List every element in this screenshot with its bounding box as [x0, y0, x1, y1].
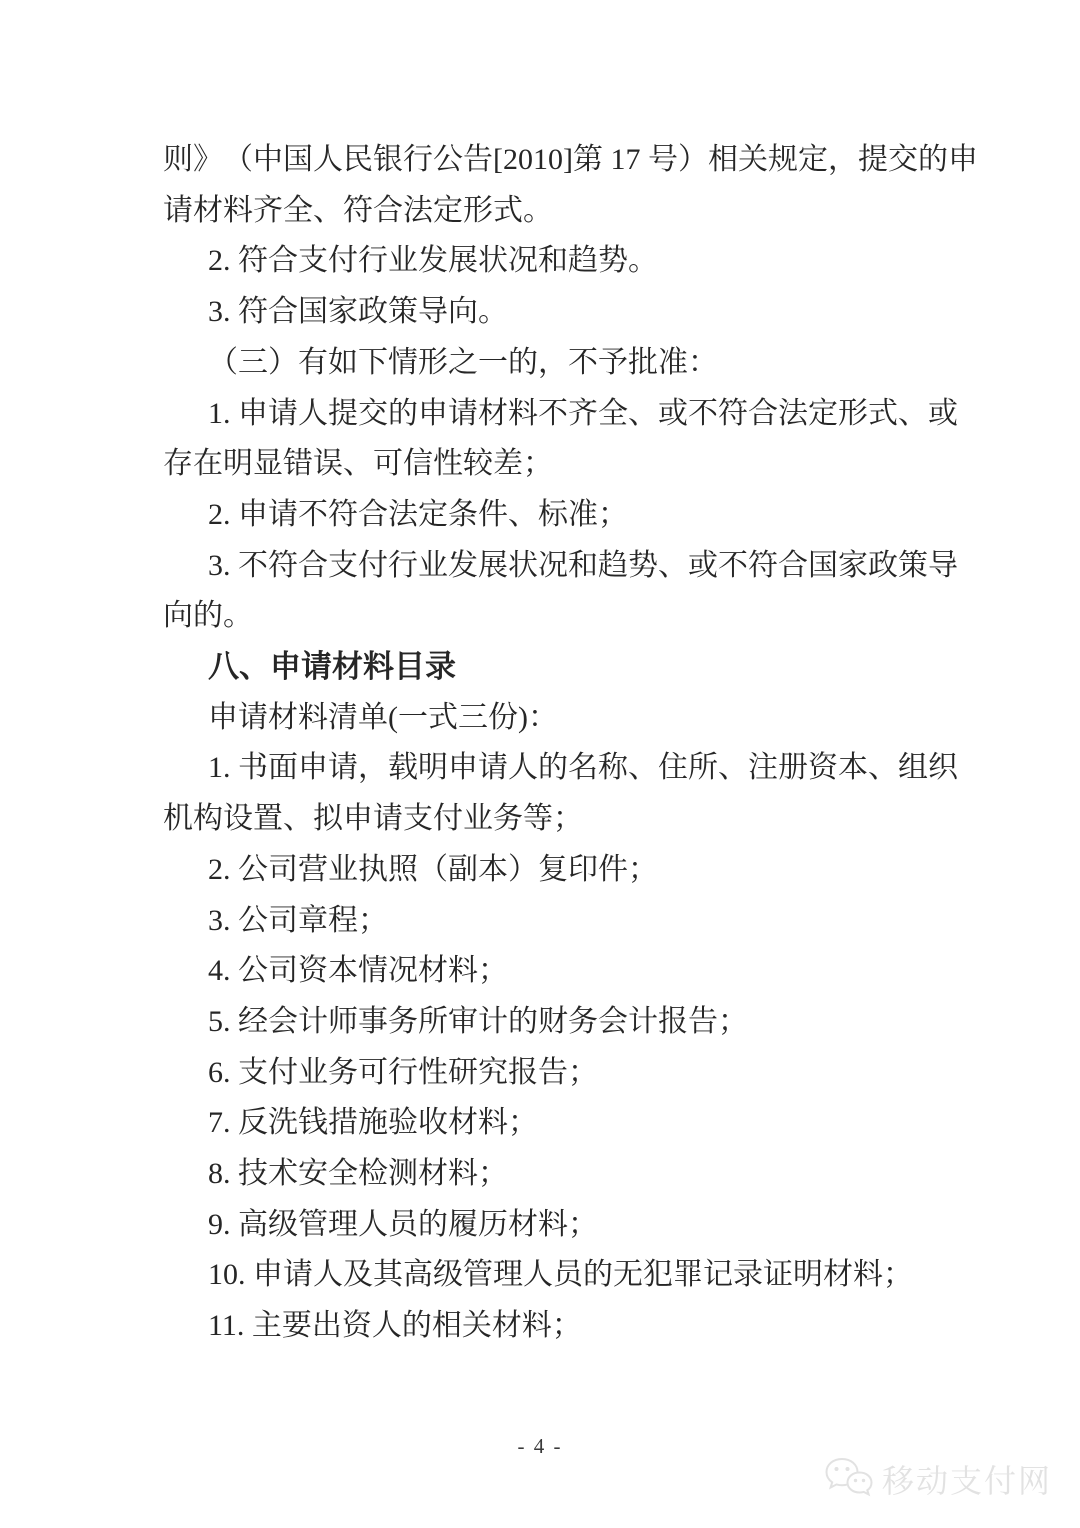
text-line: 2. 符合支付行业发展状况和趋势。 [208, 244, 658, 278]
watermark-label: 移动支付网 [881, 1463, 1052, 1499]
text-line: 1 . 书 面 申 请 ， 载 明 申 请 人 的 名 称 、 住 所 、 注 册 资 本 、 组 织 [163, 743, 905, 794]
paragraph [163, 541, 958, 642]
wechat-icon [823, 1456, 875, 1502]
page-number: - 4 - [517, 1434, 563, 1458]
text-line: 2. 申请不符合法定条件、标准； [208, 497, 628, 531]
paragraph [163, 135, 978, 236]
paragraph [163, 287, 905, 338]
text-line: 8. 技术安全检测材料； [208, 1157, 508, 1191]
text-line: 6. 支付业务可行性研究报告； [208, 1055, 598, 1089]
paragraph [163, 896, 905, 947]
text-line: 7. 反洗钱措施验收材料； [208, 1106, 538, 1140]
text-line: 请材料齐全、符合法定形式。 [163, 193, 553, 227]
paragraph [163, 946, 905, 997]
text-line: 4. 公司资本情况材料； [208, 954, 508, 988]
text-line: 则 》 （ 中 国 人 民 银 行 公 告 [ 2 0 1 0 ] 第 1 7 号 ） 相 关 规 定 ， 提 交 的 申 [163, 143, 978, 176]
indent-spacer [163, 743, 208, 794]
document-content [163, 135, 978, 1352]
section-heading [163, 642, 905, 693]
paragraph [163, 1200, 905, 1251]
paragraph [163, 1048, 905, 1099]
indent-spacer [163, 541, 208, 592]
text-line: 3 . 不 符 合 支 付 行 业 发 展 状 况 和 趋 势 、 或 不 符 合 国 家 政 策 导 [163, 541, 905, 592]
paragraph [163, 389, 958, 490]
text-line: （三）有如下情形之一的，不予批准： [208, 345, 718, 379]
text-line: 9. 高级管理人员的履历材料； [208, 1207, 598, 1241]
paragraph [163, 1149, 905, 1200]
paragraph [163, 236, 905, 287]
text-line: 3. 公司章程； [208, 903, 388, 937]
paragraph [163, 845, 905, 896]
paragraph [163, 490, 905, 541]
indent-spacer [163, 389, 208, 440]
text-line: 八、申请材料目录 [208, 649, 456, 685]
paragraph [163, 1250, 913, 1301]
text-line: 机构设置、拟申请支付业务等； [163, 802, 583, 836]
paragraph [163, 693, 905, 744]
paragraph [163, 743, 958, 844]
text-line: 10. 申请人及其高级管理人员的无犯罪记录证明材料； [208, 1258, 913, 1292]
text-line: 2. 公司营业执照（副本）复印件； [208, 852, 658, 886]
text-line: 存在明显错误、可信性较差； [163, 447, 553, 481]
text-line: 申请材料清单(一式三份)： [208, 700, 558, 734]
text-line: 3. 符合国家政策导向。 [208, 295, 508, 329]
paragraph [163, 338, 905, 389]
paragraph [163, 997, 905, 1048]
text-line: 5. 经会计师事务所审计的财务会计报告； [208, 1004, 748, 1038]
paragraph [163, 1098, 905, 1149]
watermark [823, 1456, 1052, 1502]
text-line: 1 . 申 请 人 提 交 的 申 请 材 料 不 齐 全 、 或 不 符 合 法 定 形 式 、 或 [163, 389, 905, 440]
text-line: 11. 主要出资人的相关材料； [208, 1309, 582, 1343]
text-line: 向的。 [163, 599, 253, 633]
paragraph [163, 1301, 905, 1352]
